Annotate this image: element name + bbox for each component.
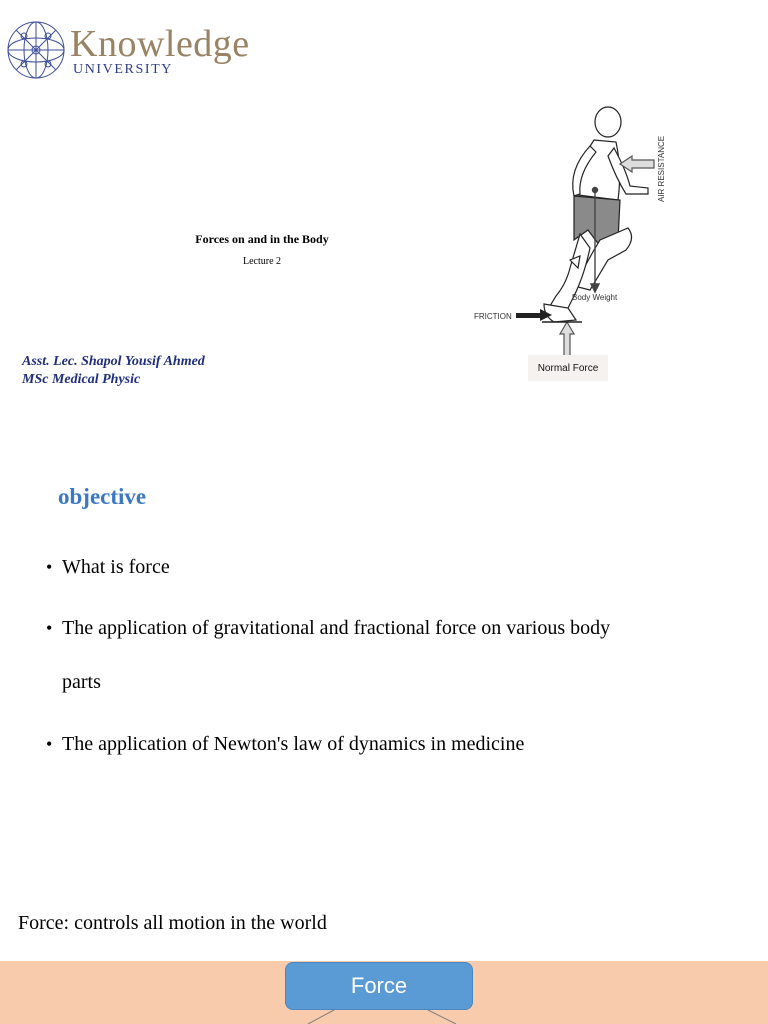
bullet-icon: • <box>46 734 53 754</box>
document-title: Forces on and in the Body <box>195 232 329 246</box>
author-name: Asst. Lec. Shapol Yousif Ahmed <box>22 354 205 369</box>
bullet-icon: • <box>46 557 53 577</box>
logo-wordmark: Knowledge <box>70 23 250 65</box>
air-resistance-label: AIR RESISTANCE <box>657 135 666 202</box>
objective-item-text: parts <box>62 671 101 693</box>
lecture-label: Lecture 2 <box>242 256 282 267</box>
objective-item-text: The application of gravitational and fractional force on various body <box>62 617 611 639</box>
objective-heading: objective <box>58 484 147 509</box>
bullet-icon: • <box>46 618 53 638</box>
objective-item-text: What is force <box>62 556 170 578</box>
force-diagram-node: Force <box>285 962 473 1010</box>
diagram-connectors <box>0 1008 768 1024</box>
objective-item-text: The application of Newton's law of dynamics in medicine <box>62 733 525 755</box>
normal-force-arrow <box>560 322 574 356</box>
friction-label: FRICTION <box>474 312 512 321</box>
force-statement: Force: controls all motion in the world <box>18 912 327 934</box>
author-degree: MSc Medical Physic <box>22 372 141 387</box>
body-weight-label: Body Weight <box>572 293 618 302</box>
globe-network-icon <box>8 22 64 78</box>
runner-forces-figure <box>470 100 690 390</box>
normal-force-label: Normal Force <box>528 355 608 381</box>
logo-subtitle: UNIVERSITY <box>73 62 173 77</box>
